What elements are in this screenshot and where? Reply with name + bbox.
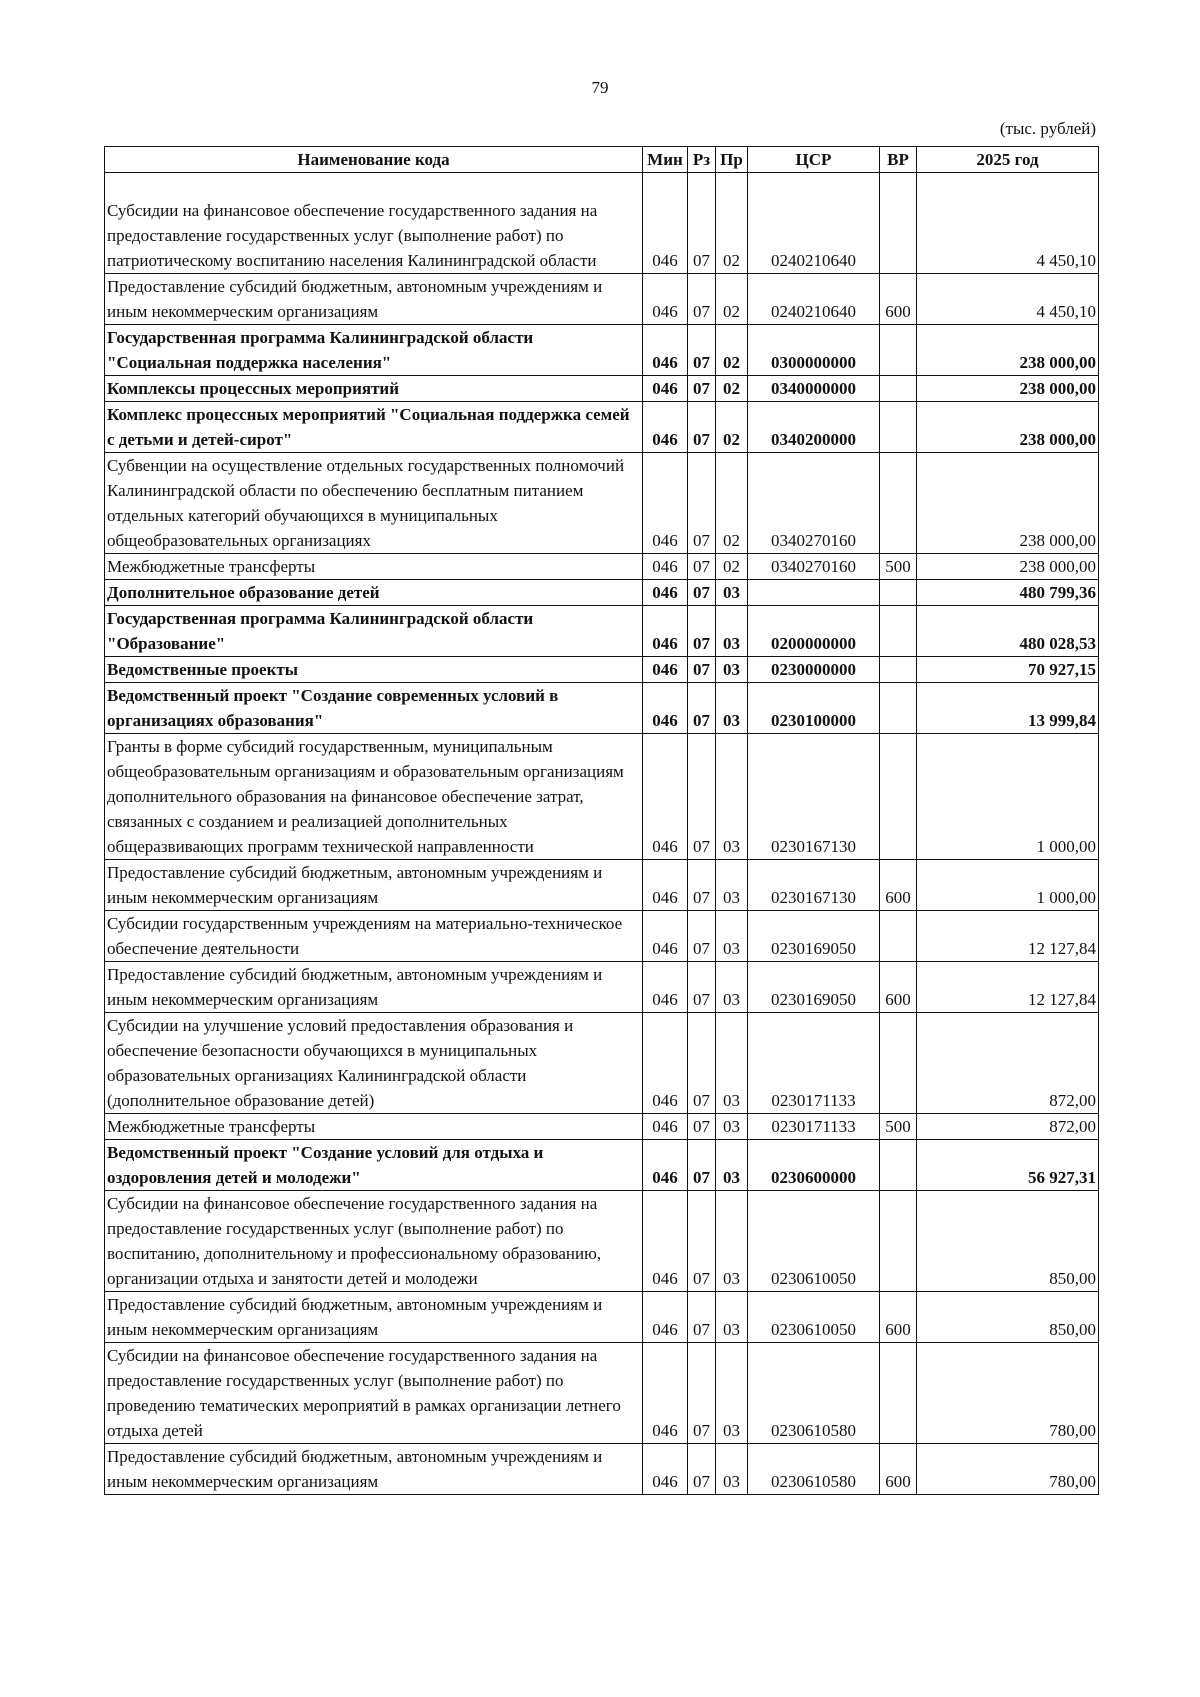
cell-min: 046 [643, 1140, 688, 1191]
cell-vr: 600 [880, 1444, 917, 1495]
cell-vr: 600 [880, 274, 917, 325]
table-row [105, 274, 1099, 325]
cell-rz: 07 [688, 554, 716, 580]
cell-rz: 07 [688, 1013, 716, 1114]
cell-csr: 0240210640 [748, 274, 880, 325]
cell-rz: 07 [688, 657, 716, 683]
cell-rz: 07 [688, 1114, 716, 1140]
cell-csr [748, 580, 880, 606]
cell-pr: 02 [716, 274, 748, 325]
cell-csr: 0230171133 [748, 1013, 880, 1114]
cell-rz: 07 [688, 402, 716, 453]
cell-pr: 02 [716, 402, 748, 453]
header-rz: Рз [688, 147, 716, 173]
cell-rz: 07 [688, 376, 716, 402]
cell-min: 046 [643, 274, 688, 325]
cell-name: Предоставление субсидий бюджетным, автономным учреждениям и иным некоммерческим организациям [105, 962, 643, 1013]
cell-amount: 780,00 [917, 1343, 1099, 1444]
cell-name: Субсидии на улучшение условий предоставления образования и обеспечение безопасности обучающихся в муниципальных образовательных организациях Калининградской области (дополнительное образование детей) [105, 1013, 643, 1114]
cell-min: 046 [643, 453, 688, 554]
cell-rz: 07 [688, 962, 716, 1013]
cell-vr: 600 [880, 962, 917, 1013]
cell-csr: 0340000000 [748, 376, 880, 402]
cell-min: 046 [643, 325, 688, 376]
cell-rz: 07 [688, 734, 716, 860]
cell-csr: 0230000000 [748, 657, 880, 683]
cell-vr [880, 1140, 917, 1191]
cell-name: Ведомственный проект "Создание условий для отдыха и оздоровления детей и молодежи" [105, 1140, 643, 1191]
cell-pr: 03 [716, 606, 748, 657]
cell-vr [880, 683, 917, 734]
cell-pr: 03 [716, 860, 748, 911]
table-row [105, 173, 1099, 274]
header-pr: Пр [716, 147, 748, 173]
cell-min: 046 [643, 1191, 688, 1292]
cell-vr: 600 [880, 1292, 917, 1343]
cell-min: 046 [643, 554, 688, 580]
cell-csr: 0230610050 [748, 1191, 880, 1292]
cell-pr: 03 [716, 1444, 748, 1495]
cell-amount: 1 000,00 [917, 860, 1099, 911]
cell-min: 046 [643, 606, 688, 657]
cell-vr [880, 606, 917, 657]
cell-name: Предоставление субсидий бюджетным, автономным учреждениям и иным некоммерческим организациям [105, 274, 643, 325]
table-row [105, 1292, 1099, 1343]
cell-vr [880, 453, 917, 554]
cell-amount: 850,00 [917, 1191, 1099, 1292]
cell-pr: 03 [716, 962, 748, 1013]
cell-name: Государственная программа Калининградской области "Образование" [105, 606, 643, 657]
cell-name: Гранты в форме субсидий государственным, муниципальным общеобразовательным организациям и образовательным организациям дополнительного образования на финансовое обеспечение затрат, связанных с созданием и реализацией дополнительных общеразвивающих программ технической направленности [105, 734, 643, 860]
cell-rz: 07 [688, 683, 716, 734]
cell-amount: 238 000,00 [917, 453, 1099, 554]
cell-csr: 0230600000 [748, 1140, 880, 1191]
header-year: 2025 год [917, 147, 1099, 173]
cell-csr: 0230169050 [748, 962, 880, 1013]
cell-amount: 238 000,00 [917, 554, 1099, 580]
cell-min: 046 [643, 1343, 688, 1444]
cell-csr: 0230169050 [748, 911, 880, 962]
cell-min: 046 [643, 962, 688, 1013]
cell-csr: 0340270160 [748, 554, 880, 580]
table-row [105, 860, 1099, 911]
table-body [105, 173, 1099, 1495]
header-vr: ВР [880, 147, 917, 173]
header-name: Наименование кода [105, 147, 643, 173]
cell-min: 046 [643, 657, 688, 683]
cell-rz: 07 [688, 173, 716, 274]
table-row [105, 657, 1099, 683]
table-row [105, 734, 1099, 860]
table-header-row [105, 147, 1099, 173]
cell-vr [880, 1013, 917, 1114]
cell-csr: 0230167130 [748, 860, 880, 911]
cell-vr [880, 1343, 917, 1444]
cell-min: 046 [643, 683, 688, 734]
cell-min: 046 [643, 1114, 688, 1140]
cell-name: Субсидии на финансовое обеспечение государственного задания на предоставление государственных услуг (выполнение работ) по проведению тематических мероприятий в рамках организации летнего отдыха детей [105, 1343, 643, 1444]
cell-min: 046 [643, 1292, 688, 1343]
cell-csr: 0230171133 [748, 1114, 880, 1140]
cell-rz: 07 [688, 453, 716, 554]
table-row [105, 402, 1099, 453]
cell-pr: 03 [716, 1140, 748, 1191]
budget-table [104, 146, 1099, 1495]
table-row [105, 911, 1099, 962]
cell-pr: 02 [716, 554, 748, 580]
cell-name: Субвенции на осуществление отдельных государственных полномочий Калининградской области по обеспечению бесплатным питанием отдельных категорий обучающихся в муниципальных общеобразовательных организациях [105, 453, 643, 554]
cell-pr: 02 [716, 325, 748, 376]
cell-vr [880, 657, 917, 683]
cell-csr: 0230610580 [748, 1444, 880, 1495]
cell-min: 046 [643, 1444, 688, 1495]
cell-amount: 12 127,84 [917, 962, 1099, 1013]
cell-csr: 0230100000 [748, 683, 880, 734]
cell-rz: 07 [688, 1292, 716, 1343]
table-row [105, 453, 1099, 554]
table-row [105, 1114, 1099, 1140]
table-row [105, 376, 1099, 402]
cell-pr: 03 [716, 657, 748, 683]
cell-csr: 0230610580 [748, 1343, 880, 1444]
cell-csr: 0230167130 [748, 734, 880, 860]
cell-amount: 70 927,15 [917, 657, 1099, 683]
cell-amount: 238 000,00 [917, 376, 1099, 402]
cell-name: Комплекс процессных мероприятий "Социальная поддержка семей с детьми и детей-сирот" [105, 402, 643, 453]
cell-amount: 56 927,31 [917, 1140, 1099, 1191]
cell-vr [880, 734, 917, 860]
table-row [105, 1013, 1099, 1114]
cell-rz: 07 [688, 1191, 716, 1292]
units-note: (тыс. рублей) [999, 119, 1096, 138]
header-min: Мин [643, 147, 688, 173]
cell-rz: 07 [688, 274, 716, 325]
table-row [105, 606, 1099, 657]
cell-amount: 480 028,53 [917, 606, 1099, 657]
cell-amount: 1 000,00 [917, 734, 1099, 860]
cell-rz: 07 [688, 860, 716, 911]
cell-name: Ведомственные проекты [105, 657, 643, 683]
cell-name: Дополнительное образование детей [105, 580, 643, 606]
cell-amount: 850,00 [917, 1292, 1099, 1343]
cell-vr [880, 1191, 917, 1292]
cell-amount: 872,00 [917, 1114, 1099, 1140]
cell-min: 046 [643, 860, 688, 911]
cell-name: Субсидии государственным учреждениям на материально-техническое обеспечение деятельности [105, 911, 643, 962]
cell-vr [880, 911, 917, 962]
cell-amount: 4 450,10 [917, 274, 1099, 325]
cell-pr: 02 [716, 173, 748, 274]
cell-vr: 500 [880, 1114, 917, 1140]
cell-name: Межбюджетные трансферты [105, 554, 643, 580]
cell-vr [880, 376, 917, 402]
cell-pr: 02 [716, 376, 748, 402]
cell-pr: 03 [716, 911, 748, 962]
cell-vr [880, 580, 917, 606]
cell-pr: 03 [716, 1292, 748, 1343]
table-row [105, 325, 1099, 376]
cell-pr: 03 [716, 683, 748, 734]
cell-vr [880, 173, 917, 274]
cell-amount: 13 999,84 [917, 683, 1099, 734]
table-row [105, 1343, 1099, 1444]
cell-name: Субсидии на финансовое обеспечение государственного задания на предоставление государственных услуг (выполнение работ) по воспитанию, дополнительному и профессиональному образованию, организации отдыха и занятости детей и молодежи [105, 1191, 643, 1292]
cell-csr: 0300000000 [748, 325, 880, 376]
cell-csr: 0240210640 [748, 173, 880, 274]
cell-amount: 12 127,84 [917, 911, 1099, 962]
cell-name: Государственная программа Калининградской области "Социальная поддержка населения" [105, 325, 643, 376]
table-row [105, 1140, 1099, 1191]
cell-min: 046 [643, 734, 688, 860]
table-row [105, 554, 1099, 580]
cell-min: 046 [643, 580, 688, 606]
cell-csr: 0340270160 [748, 453, 880, 554]
table-row [105, 1191, 1099, 1292]
cell-pr: 03 [716, 1343, 748, 1444]
cell-vr [880, 402, 917, 453]
cell-pr: 02 [716, 453, 748, 554]
header-csr: ЦСР [748, 147, 880, 173]
cell-min: 046 [643, 402, 688, 453]
cell-rz: 07 [688, 606, 716, 657]
cell-min: 046 [643, 1013, 688, 1114]
cell-min: 046 [643, 173, 688, 274]
cell-rz: 07 [688, 1343, 716, 1444]
cell-rz: 07 [688, 1444, 716, 1495]
table-row [105, 962, 1099, 1013]
cell-csr: 0230610050 [748, 1292, 880, 1343]
cell-amount: 4 450,10 [917, 173, 1099, 274]
cell-pr: 03 [716, 1191, 748, 1292]
cell-name: Межбюджетные трансферты [105, 1114, 643, 1140]
table-row [105, 683, 1099, 734]
cell-name: Комплексы процессных мероприятий [105, 376, 643, 402]
cell-pr: 03 [716, 580, 748, 606]
cell-rz: 07 [688, 325, 716, 376]
page-number: 79 [591, 78, 609, 97]
cell-name: Предоставление субсидий бюджетным, автономным учреждениям и иным некоммерческим организациям [105, 860, 643, 911]
cell-amount: 238 000,00 [917, 402, 1099, 453]
cell-pr: 03 [716, 1114, 748, 1140]
cell-csr: 0200000000 [748, 606, 880, 657]
cell-name: Предоставление субсидий бюджетным, автономным учреждениям и иным некоммерческим организациям [105, 1292, 643, 1343]
cell-amount: 780,00 [917, 1444, 1099, 1495]
table-row [105, 580, 1099, 606]
cell-rz: 07 [688, 911, 716, 962]
cell-name: Ведомственный проект "Создание современных условий в организациях образования" [105, 683, 643, 734]
cell-rz: 07 [688, 1140, 716, 1191]
cell-name: Субсидии на финансовое обеспечение государственного задания на предоставление государственных услуг (выполнение работ) по патриотическому воспитанию населения Калининградской области [105, 173, 643, 274]
cell-amount: 480 799,36 [917, 580, 1099, 606]
cell-vr [880, 325, 917, 376]
cell-amount: 238 000,00 [917, 325, 1099, 376]
cell-vr: 500 [880, 554, 917, 580]
table-row [105, 1444, 1099, 1495]
cell-pr: 03 [716, 734, 748, 860]
cell-vr: 600 [880, 860, 917, 911]
cell-pr: 03 [716, 1013, 748, 1114]
cell-amount: 872,00 [917, 1013, 1099, 1114]
cell-min: 046 [643, 911, 688, 962]
cell-name: Предоставление субсидий бюджетным, автономным учреждениям и иным некоммерческим организациям [105, 1444, 643, 1495]
cell-rz: 07 [688, 580, 716, 606]
cell-csr: 0340200000 [748, 402, 880, 453]
cell-min: 046 [643, 376, 688, 402]
